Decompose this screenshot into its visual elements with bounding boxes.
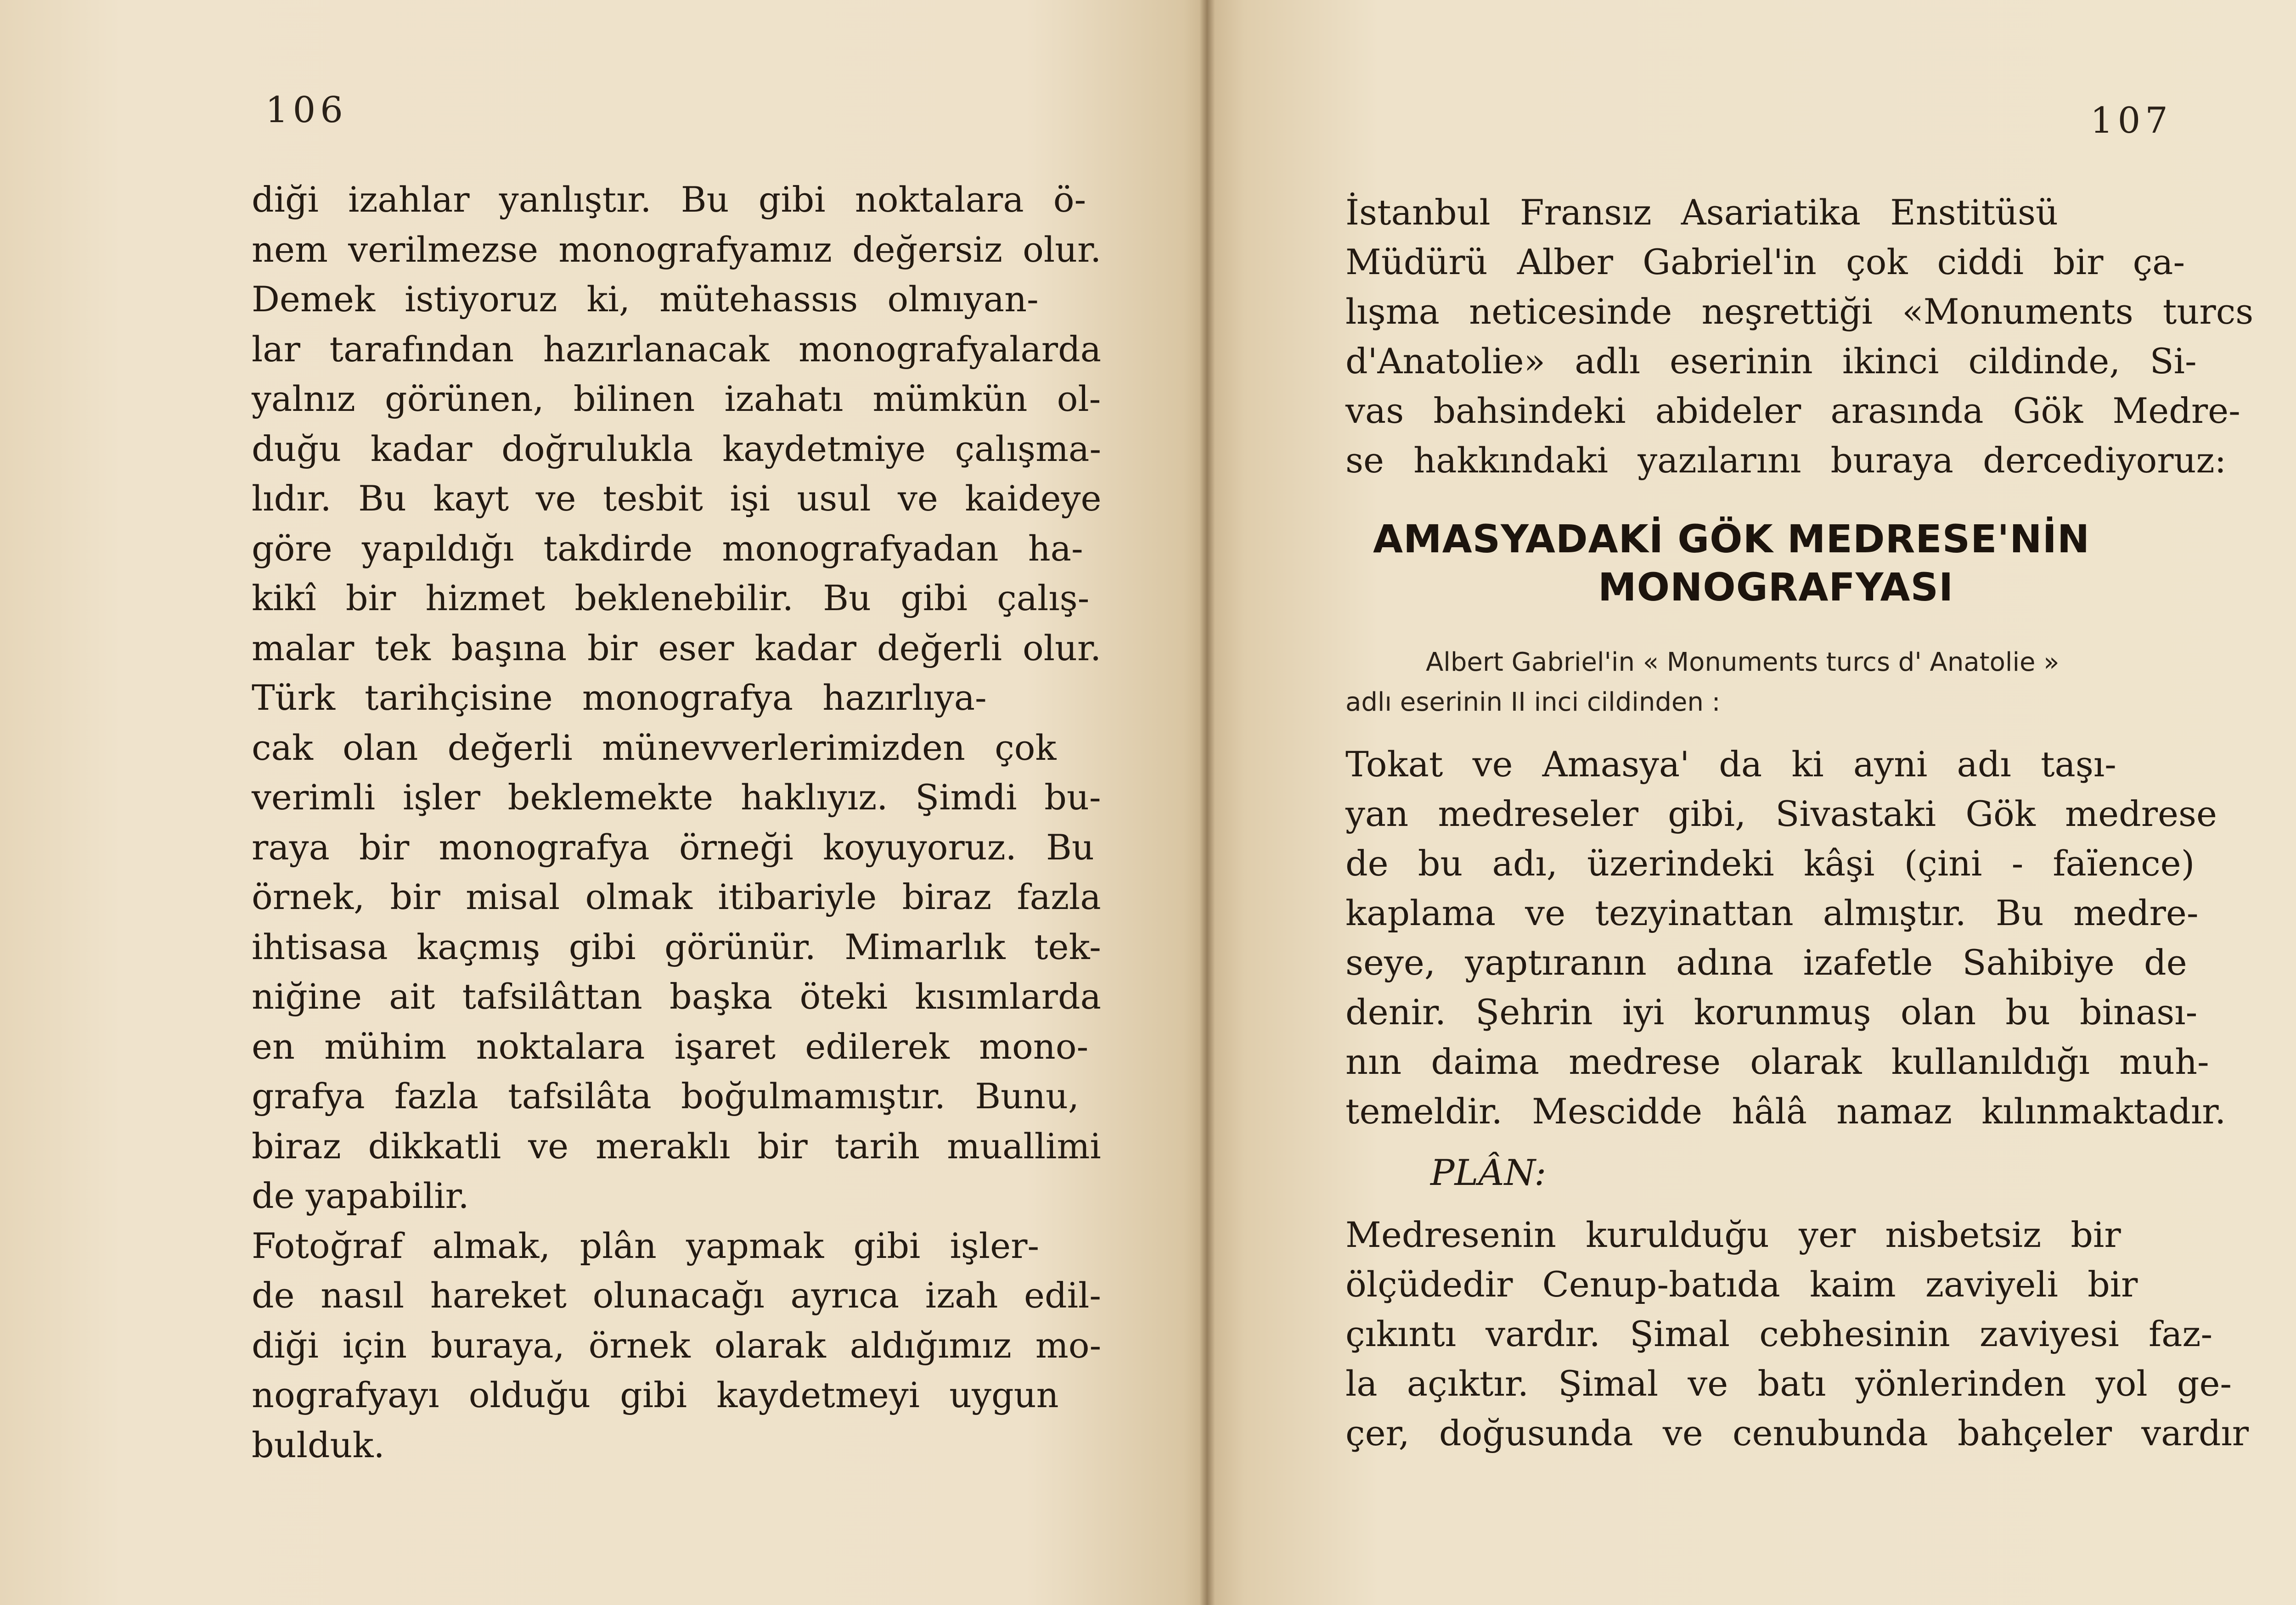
text-line: de nasıl hareket olunacağı ayrıca izah edil- xyxy=(252,1275,1101,1316)
text-line: verimli işler beklemekte haklıyız. Şimdi bu- xyxy=(252,777,1101,818)
text-line: nografyayı olduğu gibi kaydetmeyi uygun xyxy=(252,1375,1059,1415)
book-gutter xyxy=(1199,0,1215,1605)
text-line: se hakkındaki yazılarını buraya dercediyoruz: xyxy=(1345,440,2227,481)
text-line: Demek istiyoruz ki, mütehassıs olmıyan- xyxy=(252,279,1039,320)
text-line: diği için buraya, örnek olarak aldığımız mo- xyxy=(252,1324,1102,1366)
text-line: diği izahlar yanlıştır. Bu gibi noktalara ö- xyxy=(252,179,1086,220)
text-line: çer, doğusunda ve cenubunda bahçeler vardır xyxy=(1345,1413,2249,1453)
text-line: kaplama ve tezyinattan almıştır. Bu medre- xyxy=(1345,892,2199,933)
text-line: de yapabilir. xyxy=(252,1175,469,1216)
article-title-2: MONOGRAFYASI xyxy=(1598,565,1954,610)
plan-heading: PLÂN: xyxy=(1430,1152,1547,1194)
text-line: ihtisasa kaçmış gibi görünür. Mimarlık tek- xyxy=(252,926,1101,967)
text-line: temeldir. Mescidde hâlâ namaz kılınmaktadır. xyxy=(1345,1091,2226,1132)
source-caption-2: adlı eserinin II inci cildinden : xyxy=(1345,687,1721,717)
text-line: cak olan değerli münevverlerimizden çok xyxy=(252,727,1057,768)
text-line: lıdır. Bu kayt ve tesbit işi usul ve kaideye xyxy=(252,478,1102,519)
text-line: Müdürü Alber Gabriel'in çok ciddi bir ça- xyxy=(1345,241,2185,282)
text-line: Türk tarihçisine monografya hazırlıya- xyxy=(252,677,987,718)
text-line: ölçüdedir Cenup-batıda kaim zaviyeli bir xyxy=(1345,1264,2138,1305)
text-line: çıkıntı vardır. Şimal cebhesinin zaviyesi faz- xyxy=(1345,1313,2213,1354)
text-line: Fotoğraf almak, plân yapmak gibi işler- xyxy=(252,1225,1040,1266)
text-line: lışma neticesinde neşrettiği «Monuments turcs xyxy=(1345,291,2254,332)
text-line: Tokat ve Amasya' da ki ayni adı taşı- xyxy=(1345,744,2116,785)
text-line: raya bir monografya örneği koyuyoruz. Bu xyxy=(252,826,1094,868)
right-page xyxy=(1208,0,2296,1605)
text-line: göre yapıldığı takdirde monografyadan ha- xyxy=(252,528,1083,569)
text-line: grafya fazla tafsilâta boğulmamıştır. Bunu, xyxy=(252,1076,1080,1117)
text-line: malar tek başına bir eser kadar değerli olur. xyxy=(252,627,1102,668)
article-title: AMASYADAKİ GÖK MEDRESE'NİN xyxy=(1373,516,2090,561)
text-line: vas bahsindeki abideler arasında Gök Medre- xyxy=(1345,390,2240,431)
text-line: yan medreseler gibi, Sivastaki Gök medrese xyxy=(1345,793,2217,834)
text-line: nın daima medrese olarak kullanıldığı muh- xyxy=(1345,1041,2209,1082)
page-number: 107 xyxy=(2090,100,2172,141)
text-line: de bu adı, üzerindeki kâşi (çini - faïence) xyxy=(1345,843,2195,884)
text-line: örnek, bir misal olmak itibariyle biraz fazla xyxy=(252,876,1101,917)
text-line: nem verilmezse monografyamız değersiz olur. xyxy=(252,229,1102,270)
source-caption: Albert Gabriel'in « Monuments turcs d' Anatolie » xyxy=(1426,647,2060,677)
text-line: seye, yaptıranın adına izafetle Sahibiye de xyxy=(1345,942,2187,983)
text-line: kikî bir hizmet beklenebilir. Bu gibi çalış- xyxy=(252,578,1090,618)
text-line: duğu kadar doğrulukla kaydetmiye çalışma- xyxy=(252,428,1102,469)
text-line: Medresenin kurulduğu yer nisbetsiz bir xyxy=(1345,1214,2121,1255)
text-line: la açıktır. Şimal ve batı yönlerinden yol ge- xyxy=(1345,1363,2232,1404)
text-line: d'Anatolie» adlı eserinin ikinci cildinde, Si- xyxy=(1345,341,2197,382)
text-line: bulduk. xyxy=(252,1424,385,1465)
text-line: biraz dikkatli ve meraklı bir tarih muallimi xyxy=(252,1125,1101,1167)
page-number: 106 xyxy=(265,90,348,131)
text-line: yalnız görünen, bilinen izahatı mümkün ol- xyxy=(252,378,1101,419)
text-line: denir. Şehrin iyi korunmuş olan bu binası- xyxy=(1345,992,2198,1033)
text-line: lar tarafından hazırlanacak monografyalarda xyxy=(252,328,1102,370)
text-line: en mühim noktalara işaret edilerek mono- xyxy=(252,1026,1089,1067)
text-line: İstanbul Fransız Asariatika Enstitüsü xyxy=(1345,192,2058,233)
text-line: niğine ait tafsilâttan başka öteki kısımlarda xyxy=(252,976,1101,1017)
